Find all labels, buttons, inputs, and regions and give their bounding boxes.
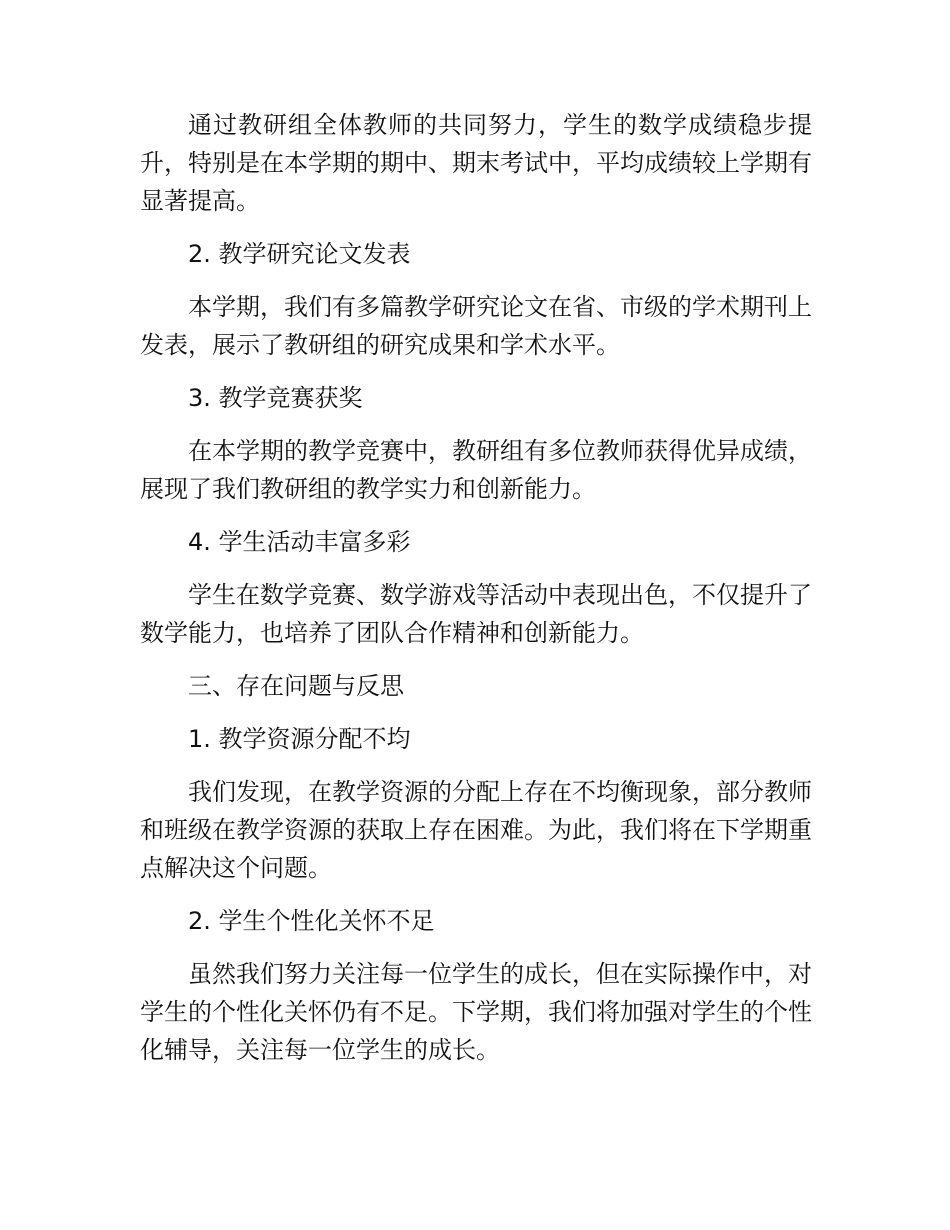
heading-research-papers: 2. 教学研究论文发表 [188, 240, 411, 268]
section-heading-problems: 三、存在问题与反思 [188, 672, 404, 700]
paragraph-student-scores: 通过教研组全体教师的共同努力，学生的数学成绩稳步提升，特别是在本学期的期中、期末考试中，平均成绩较上学期有显著提高。 [140, 111, 812, 215]
heading-student-activities: 4. 学生活动丰富多彩 [188, 528, 411, 556]
heading-personalized-care: 2. 学生个性化关怀不足 [188, 907, 435, 935]
paragraph-research-papers: 本学期，我们有多篇教学研究论文在省、市级的学术期刊上发表，展示了教研组的研究成果和学术水平。 [140, 293, 812, 359]
paragraph-personalized-care: 虽然我们努力关注每一位学生的成长，但在实际操作中，对学生的个性化关怀仍有不足。下学期，我们将加强对学生的个性化辅导，关注每一位学生的成长。 [140, 960, 812, 1064]
heading-teaching-competition: 3. 教学竞赛获奖 [188, 384, 363, 412]
paragraph-teaching-competition: 在本学期的教学竞赛中，教研组有多位教师获得优异成绩，展现了我们教研组的教学实力和创新能力。 [140, 437, 812, 503]
heading-resource-allocation: 1. 教学资源分配不均 [188, 725, 411, 753]
paragraph-resource-allocation: 我们发现，在教学资源的分配上存在不均衡现象，部分教师和班级在教学资源的获取上存在困难。为此，我们将在下学期重点解决这个问题。 [140, 778, 812, 882]
paragraph-student-activities: 学生在数学竞赛、数学游戏等活动中表现出色，不仅提升了数学能力，也培养了团队合作精神和创新能力。 [140, 581, 812, 647]
document-page [140, 106, 812, 1084]
